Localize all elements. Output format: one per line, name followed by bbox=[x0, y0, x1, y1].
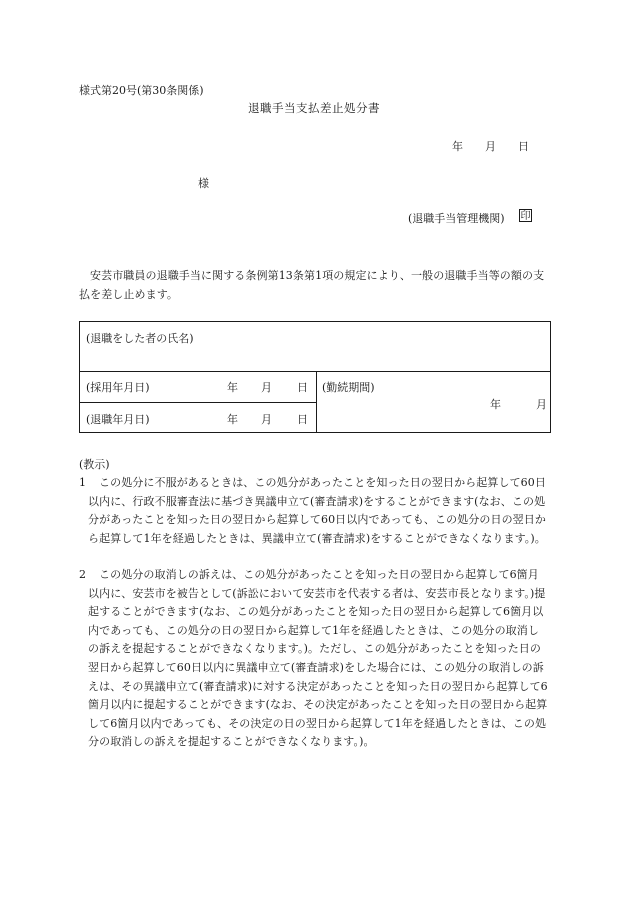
note-number: 1 bbox=[79, 476, 87, 489]
table-divider bbox=[316, 371, 317, 433]
retire-date-label: (退職年月日) bbox=[86, 413, 150, 426]
hire-date-label: (採用年月日) bbox=[86, 381, 150, 394]
addressee-suffix: 様 bbox=[198, 177, 209, 190]
note-item bbox=[79, 566, 549, 752]
date-year: 年 bbox=[452, 140, 463, 153]
seal-mark: 印 bbox=[520, 211, 531, 222]
document-title: 退職手当支払差止処分書 bbox=[248, 101, 380, 115]
date-line bbox=[452, 138, 529, 154]
service-period-label: (勤続期間) bbox=[322, 381, 375, 394]
date-day: 日 bbox=[518, 140, 529, 153]
notes-heading: (教示) bbox=[79, 458, 110, 471]
service-year-unit: 年 bbox=[490, 398, 501, 411]
form-number: 様式第20号(第30条関係) bbox=[79, 84, 204, 97]
note-text: この処分に不服があるときは、この処分があったことを知った日の翌日から起算して60日以内に、行政不服審査法に基づき異議申立て(審査請求)をすることができます(なお、この処分があったことを知った日の翌日から起算して60日以内であっても、この処分の日の翌日から起算して1年を経過したときは、異議申立て(審査請求)をすることができなくなります。)。 bbox=[88, 476, 546, 545]
note-number: 2 bbox=[79, 568, 87, 581]
retire-year-unit: 年 bbox=[227, 413, 238, 426]
info-table bbox=[79, 321, 551, 433]
retire-month-unit: 月 bbox=[261, 413, 272, 426]
name-label: (退職をした者の氏名) bbox=[86, 332, 194, 345]
retire-day-unit: 日 bbox=[297, 413, 308, 426]
table-divider bbox=[80, 402, 316, 403]
hire-day-unit: 日 bbox=[297, 381, 308, 394]
service-month-unit: 月 bbox=[536, 398, 547, 411]
hire-year-unit: 年 bbox=[227, 381, 238, 394]
note-text: この処分の取消しの訴えは、この処分があったことを知った日の翌日から起算して6箇月以内に、安芸市を被告として(訴訟において安芸市を代表する者は、安芸市長となります。)提起することができます(なお、この処分があったことを知った日の翌日から起算して6箇月以内であっても、この処分の日の翌日から起算して1年を経過したときは、この処分の取消しの訴えを提起することができなくなります。)。ただし、この処分があったことを知った日の翌日から起算して60日以内に異議申立て(審査請求)をした場合には、この処分の取消しの訴えは、その異議申立て(審査請求)に対する決定があったことを知った日の翌日から起算して6箇月以内に提起することができます(なお、その決定があったことを知った日の翌日から起算して6箇月以内であっても、その決定の日の翌日から起算して1年を経過したときは、この処分の取消しの訴えを提起することができなくなります。)。 bbox=[88, 568, 548, 749]
body-text: 安芸市職員の退職手当に関する条例第13条第1項の規定により、一般の退職手当等の額の支払を差し止めます。 bbox=[79, 269, 545, 301]
hire-month-unit: 月 bbox=[261, 381, 272, 394]
date-month: 月 bbox=[485, 140, 496, 153]
issuer-label: (退職手当管理機関) bbox=[408, 212, 505, 225]
note-item bbox=[79, 474, 549, 548]
